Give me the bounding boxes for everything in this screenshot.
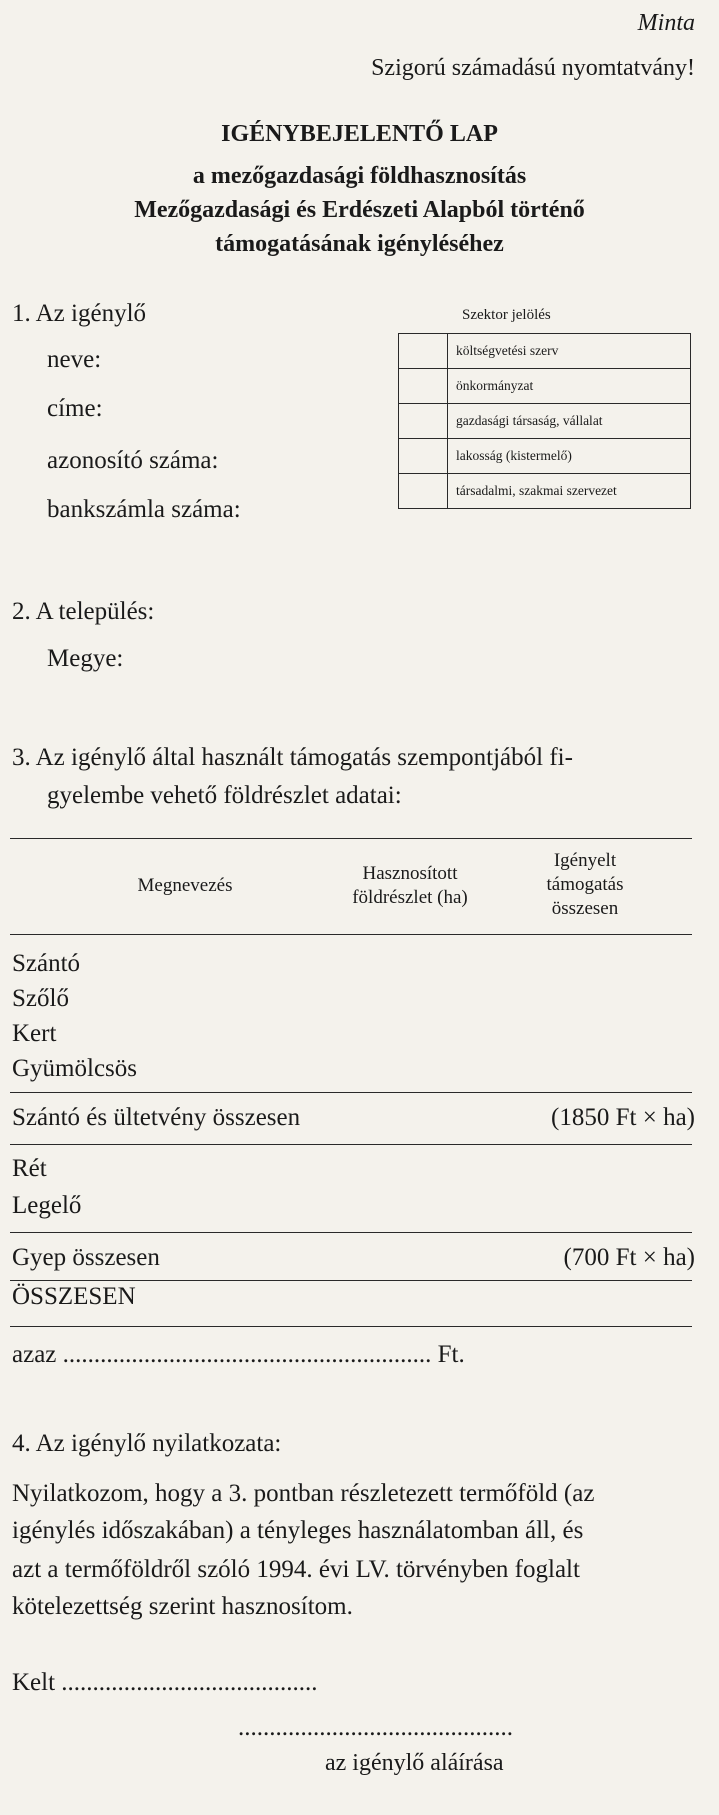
field-name-label: neve: [47, 346, 102, 373]
kelt-dots[interactable]: ......................................... [61, 1669, 318, 1696]
form-subtitle-2: Mezőgazdasági és Erdészeti Alapból történő [134, 197, 585, 223]
subtotal1-label: Szántó és ültetvény összesen [12, 1104, 301, 1131]
subtotal1-rate: (1850 Ft × ha) [551, 1104, 695, 1131]
sector-row [399, 334, 691, 369]
row-label-ret: Rét [12, 1155, 47, 1182]
sector-table [398, 333, 691, 509]
field-id-label: azonosító száma: [47, 447, 219, 474]
subtotal2-rate: (700 Ft × ha) [563, 1244, 695, 1271]
signature-dots[interactable]: ............................................ [238, 1714, 513, 1741]
row-label-kert: Kert [12, 1020, 57, 1047]
col-header-support-line1: Igényelt [553, 850, 617, 871]
kelt-label: Kelt [12, 1669, 56, 1696]
declaration-line1: Nyilatkozom, hogy a 3. pontban részletezett termőföld (az [12, 1480, 595, 1507]
sector-title: Szektor jelölés [462, 307, 551, 323]
subtotal2-label: Gyep összesen [12, 1244, 160, 1271]
declaration-line2: igénylés időszakában) a tényleges használatomban áll, és [12, 1517, 584, 1544]
sector-label: társadalmi, szakmai szervezet [448, 474, 691, 509]
row-label-legelo: Legelő [12, 1192, 82, 1219]
col-header-support-line3: összesen [551, 898, 619, 919]
sector-row [399, 369, 691, 404]
section4-heading: 4. Az igénylő nyilatkozata: [12, 1430, 282, 1457]
minta-label: Minta [637, 10, 695, 36]
row-label-szolo: Szőlő [12, 985, 69, 1012]
row-label-szanto: Szántó [12, 950, 81, 977]
col-header-area-line2: földrészlet (ha) [352, 887, 468, 908]
table-rule [10, 1232, 692, 1233]
amount-suffix: Ft. [437, 1341, 465, 1368]
field-address-label: címe: [47, 395, 103, 422]
col-header-area [330, 862, 490, 910]
sector-label: lakosság (kistermelő) [448, 439, 691, 474]
table-header-rule [10, 934, 692, 935]
form-subtitle-1: a mezőgazdasági földhasznosítás [192, 163, 527, 189]
sector-checkbox[interactable] [399, 439, 448, 474]
sector-label: költségvetési szerv [448, 334, 691, 369]
amount-line [12, 1341, 465, 1369]
amount-dots[interactable]: ........................................................... [62, 1341, 432, 1368]
sector-checkbox[interactable] [399, 404, 448, 439]
section3-line2: gyelembe vehető földrészlet adatai: [47, 782, 402, 809]
sector-row [399, 404, 691, 439]
table-bottom-rule [10, 1326, 692, 1327]
sector-checkbox[interactable] [399, 474, 448, 509]
form-subtitle-3: támogatásának igényléséhez [215, 231, 504, 257]
table-top-rule [10, 838, 692, 839]
sector-checkbox[interactable] [399, 369, 448, 404]
sector-label: önkormányzat [448, 369, 691, 404]
declaration-line3: azt a termőföldről szóló 1994. évi LV. törvényben foglalt [12, 1556, 580, 1583]
col-header-support [520, 849, 650, 921]
sector-label: gazdasági társaság, vállalat [448, 404, 691, 439]
col-header-support-line2: támogatás [546, 874, 624, 895]
section3-line1: 3. Az igénylő által használt támogatás szempontjából fi- [12, 744, 573, 771]
sector-checkbox[interactable] [399, 334, 448, 369]
signature-label: az igénylő aláírása [325, 1750, 504, 1776]
form-title: IGÉNYBEJELENTŐ LAP [221, 121, 498, 147]
total-label: ÖSSZESEN [12, 1283, 136, 1310]
sector-row [399, 439, 691, 474]
sector-row [399, 474, 691, 509]
field-bank-account-label: bankszámla száma: [47, 496, 241, 523]
table-rule [10, 1144, 692, 1145]
row-label-gyumolcsos: Gyümölcsös [12, 1055, 137, 1082]
table-rule [10, 1092, 692, 1093]
county-label: Megye: [47, 645, 124, 672]
declaration-line4: kötelezettség szerint hasznosítom. [12, 1593, 353, 1620]
kelt-line [12, 1669, 318, 1697]
col-header-name: Megnevezés [137, 875, 233, 896]
section2-heading: 2. A település: [12, 598, 155, 625]
table-rule [10, 1280, 692, 1281]
section1-heading: 1. Az igénylő [12, 300, 147, 327]
amount-prefix: azaz [12, 1341, 57, 1368]
col-header-area-line1: Hasznosított [362, 863, 458, 884]
strict-accounting-note: Szigorú számadású nyomtatvány! [371, 55, 695, 81]
